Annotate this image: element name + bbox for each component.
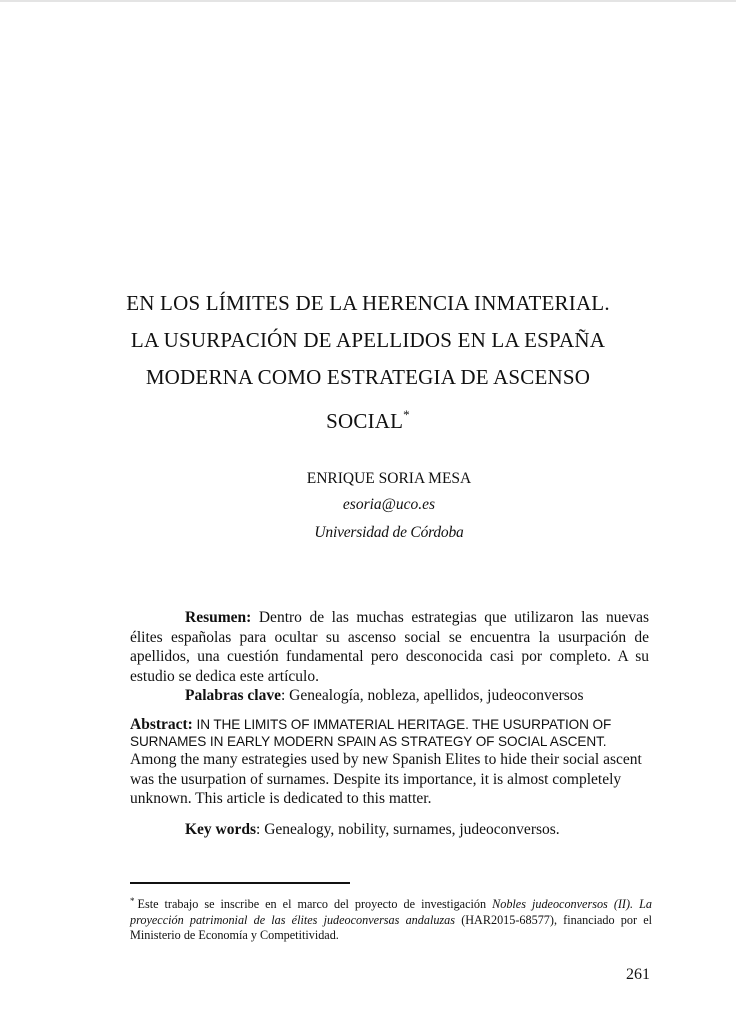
keywords-paragraph — [130, 821, 652, 839]
palabras-clave-label: Palabras clave — [185, 687, 281, 704]
author-block — [0, 466, 736, 547]
footnote-separator — [130, 882, 350, 884]
footnote-text-after: (HAR2015-68577), financiado por el Ministerio de Economía y Competitividad. — [130, 912, 652, 942]
resumen-paragraph — [130, 608, 649, 686]
footnote-text-before: Este trabajo se inscribe en el marco del proyecto de investigación — [137, 897, 493, 911]
palabras-clave-paragraph — [130, 686, 649, 706]
footnote — [130, 894, 652, 944]
author-name: ENRIQUE SORIA MESA — [306, 470, 472, 487]
title-line-3: MODERNA COMO ESTRATEGIA DE ASCENSO — [145, 365, 591, 389]
title-line-2: LA USURPACIÓN DE APELLIDOS EN LA ESPAÑA — [130, 328, 606, 352]
footnote-marker: * — [130, 896, 135, 906]
keywords-label: Key words — [185, 820, 257, 838]
resumen-text: Dentro de las muchas estrategias que utilizaron las nuevas élites españolas para ocultar su ascenso social se encuentra la usurpación de apellidos, una cuestión fundamental pero desconocida casi por completo. A su estudio se dedica este artículo. — [130, 609, 649, 685]
author-email[interactable]: esoria@uco.es — [342, 496, 436, 513]
title-line-1: EN LOS LÍMITES DE LA HERENCIA INMATERIAL. — [126, 291, 610, 315]
abstract-heading — [130, 716, 652, 750]
title-line-4-text: SOCIAL — [326, 409, 404, 433]
abstract-label: Abstract: — [130, 716, 193, 733]
page-top-border — [0, 0, 736, 2]
article-title — [0, 285, 736, 440]
resumen-label: Resumen: — [185, 609, 252, 626]
page-number: 261 — [626, 966, 650, 983]
title-footnote-marker[interactable]: * — [403, 407, 410, 422]
title-line-4 — [0, 396, 736, 440]
spanish-abstract-block — [130, 608, 649, 706]
author-affiliation: Universidad de Córdoba — [314, 524, 464, 541]
english-abstract-block — [130, 716, 652, 839]
palabras-clave-text: : Genealogía, nobleza, apellidos, judeoconversos — [281, 687, 584, 704]
keywords-text: : Genealogy, nobility, surnames, judeoconversos. — [256, 820, 560, 838]
abstract-text: Among the many estrategies used by new Spanish Elites to hide their social ascent was the usurpation of surnames. Despite its importance, it is almost completely unknown. This article is dedicated to this matter. — [130, 751, 642, 807]
abstract-title: IN THE LIMITS OF IMMATERIAL HERITAGE. THE USURPATION OF SURNAMES IN EARLY MODERN SPAIN AS STRATEGY OF SOCIAL ASCENT. — [130, 717, 612, 749]
footnote-project-title: Nobles judeoconversos (II). La proyección patrimonial de las élites judeoconversas andaluzas — [130, 897, 652, 927]
